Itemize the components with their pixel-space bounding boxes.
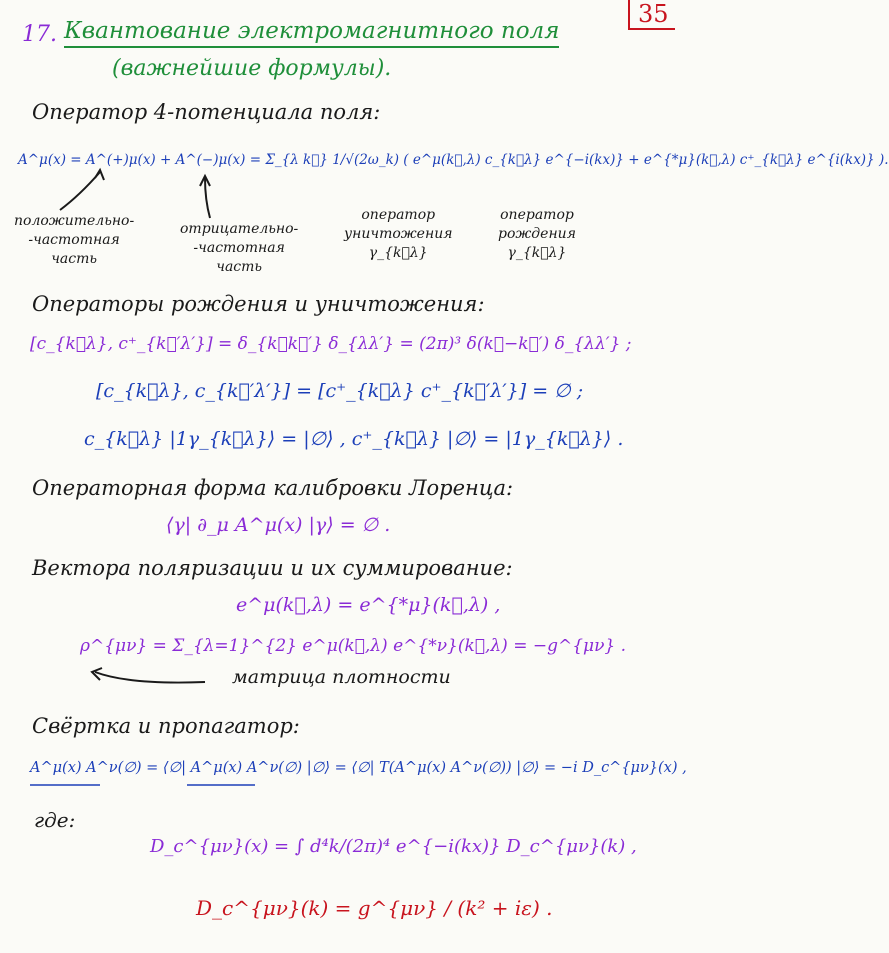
section-title-propagator: Свёртка и пропагатор: bbox=[32, 714, 300, 738]
heading-subtitle: (важнейшие формулы). bbox=[112, 56, 392, 81]
page-number: 35 bbox=[628, 0, 675, 30]
heading-title: Квантование электромагнитного поля bbox=[64, 18, 559, 48]
heading-number: 17. bbox=[22, 22, 57, 47]
eq-commutator-zero: [c_{k⃗λ}, c_{k⃗′λ′}] = [c⁺_{k⃗λ} c⁺_{k⃗′λ′}] = ∅ ; bbox=[96, 380, 584, 402]
section-title-operators: Операторы рождения и уничтожения: bbox=[32, 292, 485, 316]
eq-propagator-momentum: D_c^{μν}(k) = g^{μν} / (k² + iε) . bbox=[196, 896, 553, 920]
eq-propagator-fourier: D_c^{μν}(x) = ∫ d⁴k/(2π)⁴ e^{−i(kx)} D_c^{μν}(k) , bbox=[150, 836, 637, 857]
eq-lorenz-gauge: ⟨γ| ∂_μ A^μ(x) |γ⟩ = ∅ . bbox=[166, 514, 391, 536]
eq-commutator-creation-annihilation: [c_{k⃗λ}, c⁺_{k⃗′λ′}] = δ_{k⃗k⃗′} δ_{λλ′} = (2π)³ δ(k⃗−k⃗′) δ_{λλ′} ; bbox=[30, 334, 632, 354]
section-title-potential: Оператор 4-потенциала поля: bbox=[32, 100, 381, 124]
section-title-polarization: Вектора поляризации и их суммирование: bbox=[32, 556, 513, 580]
eq-polarization-real: e^μ(k⃗,λ) = e^{*μ}(k⃗,λ) , bbox=[236, 594, 501, 616]
eq-polarization-sum: ρ^{μν} = Σ_{λ=1}^{2} e^μ(k⃗,λ) e^{*ν}(k⃗,λ) = −g^{μν} . bbox=[80, 636, 627, 656]
label-where: где: bbox=[34, 808, 76, 832]
eq-contraction: A^μ(x) A^ν(∅) = ⟨∅| A^μ(x) A^ν(∅) |∅⟩ = ⟨∅| T(A^μ(x) A^ν(∅)) |∅⟩ = −i D_c^{μν}(x) , bbox=[30, 760, 687, 776]
label-positive-frequency: положительно- -частотная часть bbox=[14, 213, 135, 267]
label-creation-operator: оператор рождения γ_{k⃗λ} bbox=[498, 207, 576, 261]
formula-potential-expansion: A^μ(x) = A^(+)μ(x) + A^(−)μ(x) = Σ_{λ k⃗} 1/√(2ω_k) ( e^μ(k⃗,λ) c_{k⃗λ} e^{−i(kx)} + e^{*μ}(k⃗,λ) c⁺_{k⃗λ} e^{i(kx)} ). bbox=[18, 152, 889, 168]
label-negative-frequency: отрицательно- -частотная часть bbox=[180, 221, 299, 275]
label-annihilation-operator: оператор уничтожения γ_{k⃗λ} bbox=[344, 207, 453, 261]
eq-fock-states: c_{k⃗λ} |1γ_{k⃗λ}⟩ = |∅⟩ , c⁺_{k⃗λ} |∅⟩ = |1γ_{k⃗λ}⟩ . bbox=[84, 428, 624, 450]
section-title-lorenz-gauge: Операторная форма калибровки Лоренца: bbox=[32, 476, 514, 500]
label-density-matrix: матрица плотности bbox=[232, 666, 451, 688]
